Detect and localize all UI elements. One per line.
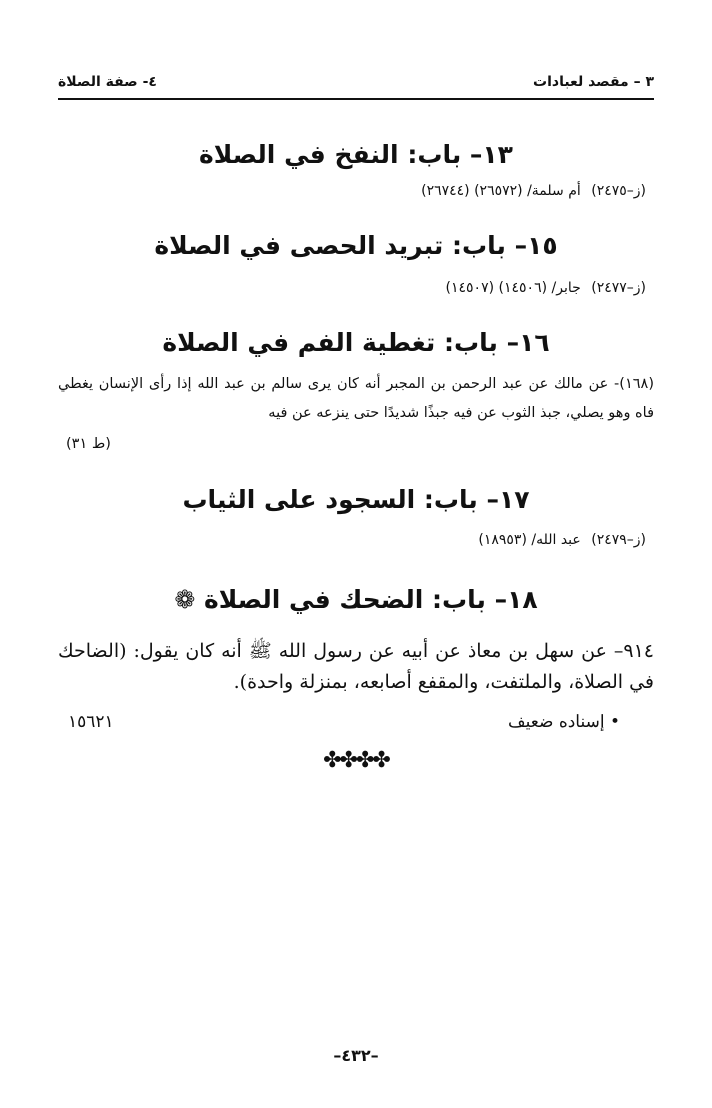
page-number: –٤٣٢– [333,1046,379,1065]
reference-line-13 [40,183,646,199]
reference-line-15 [40,280,646,296]
decorative-ornament: ✤✤✤✤ [323,748,389,773]
chapter-title-13: ١٣– باب: النفخ في الصلاة [199,140,513,169]
reference-code: (ز–٢٤٧٥) [591,183,646,199]
reference-number: ١٥٦٢١ [68,712,114,732]
reference-text: جابر/ (١٤٥٠٦) (١٤٥٠٧) [445,280,581,296]
header-volume-title: ٣ – مقصد لعبادات [533,74,654,90]
chapter-title-15: ١٥– باب: تبريد الحصى في الصلاة [154,231,558,260]
reference-text: أم سلمة/ (٢٦٥٧٢) (٢٦٧٤٤) [421,183,581,199]
reference-code: (ز–٢٤٧٧) [591,280,646,296]
narration-paragraph: (١٦٨)- عن مالك عن عبد الرحمن بن المجبر أنه كان يرى سالم بن عبد الله إذا رأى الإنسان يغطي فاه وهو يصلي، جبذ الثوب عن فيه جبذًا شديدًا حتى ينزعه عن فيه [58,376,654,421]
chapter-title-17: ١٧– باب: السجود على الثياب [182,485,530,514]
source-note: (ط ٣١) [66,436,111,452]
reference-line-17 [40,532,646,548]
chapter-title-18: ١٨– باب: الضحك في الصلاة ❁ [174,585,538,614]
running-header [58,74,654,96]
reference-code: (ز–٢٤٧٩) [591,532,646,548]
grading-note: • إسناده ضعيف [508,712,620,732]
header-rule [58,98,654,100]
hadith-paragraph: ٩١٤– عن سهل بن معاذ عن أبيه عن رسول الله ﷺ أنه كان يقول: (الضاحك في الصلاة، والملتفت، والمقفع أصابعه، بمنزلة واحدة). [58,640,654,693]
chapter-title-16: ١٦– باب: تغطية الفم في الصلاة [162,328,550,357]
reference-text: عبد الله/ (١٨٩٥٣) [478,532,581,548]
header-chapter-title: ٤- صفة الصلاة [58,74,157,90]
